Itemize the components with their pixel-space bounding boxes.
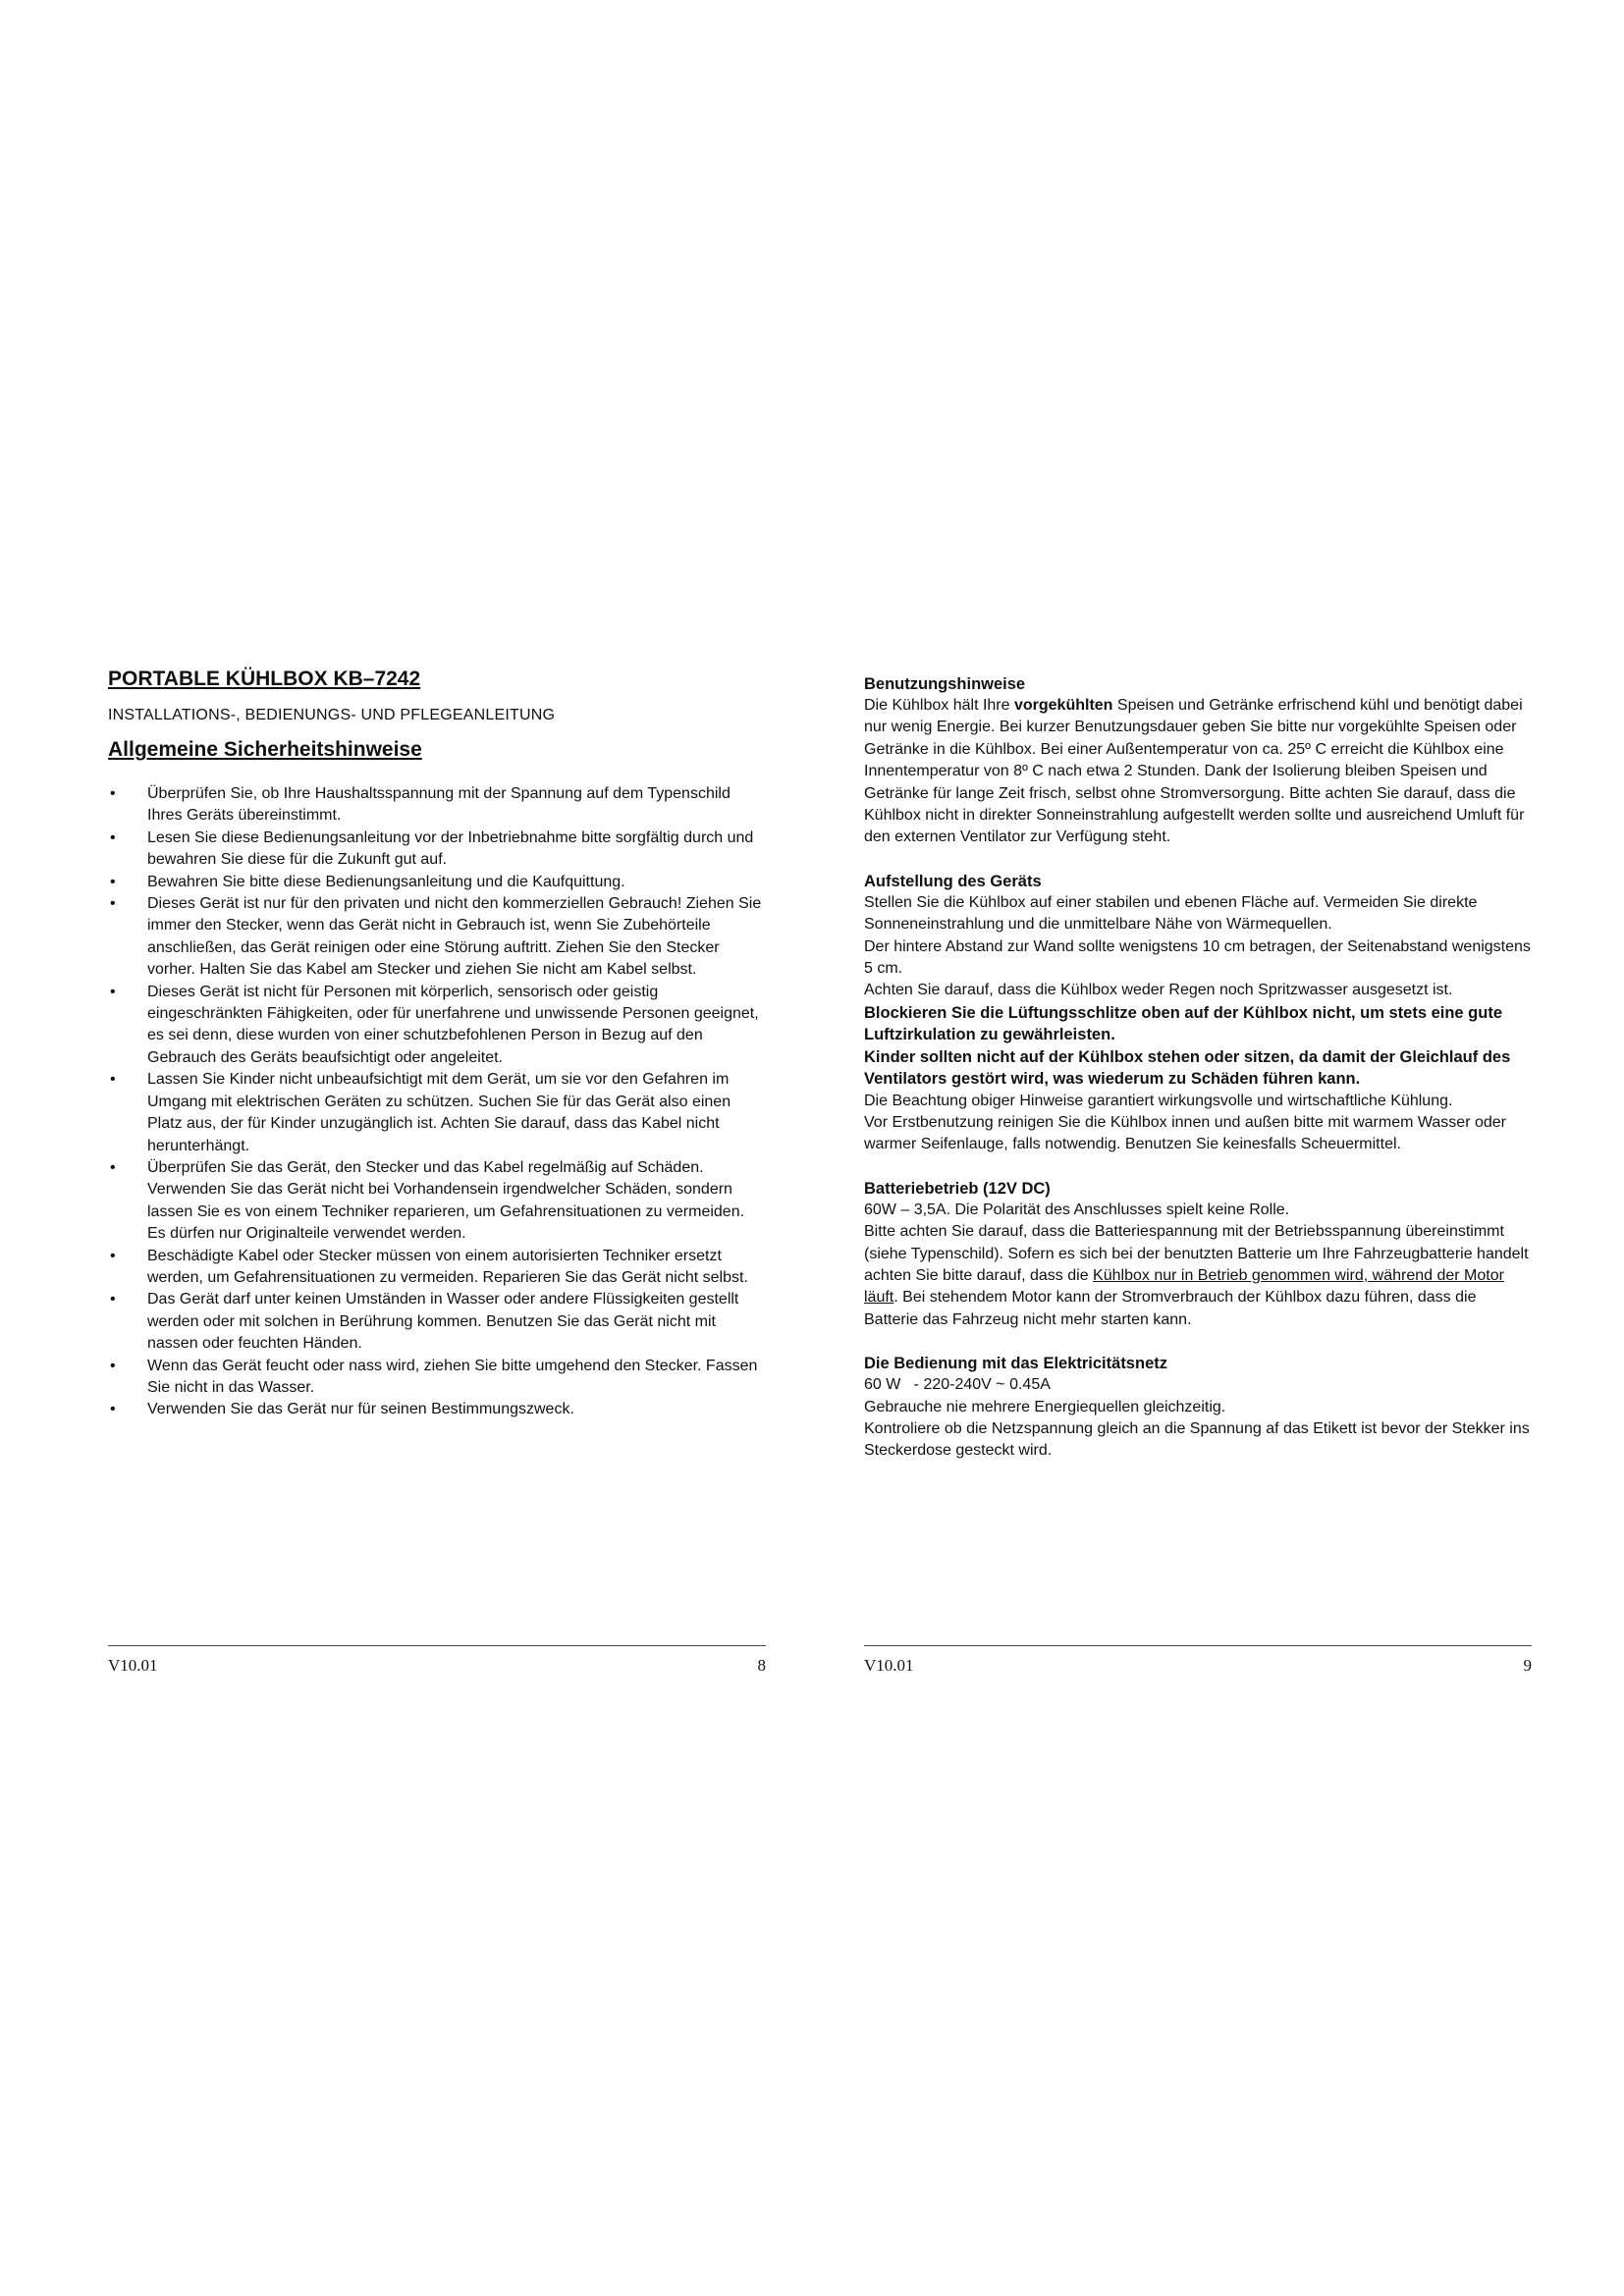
version-label: V10.01 xyxy=(108,1656,158,1675)
usage-emphasis: vorgekühlten xyxy=(1013,697,1113,714)
page-number: 9 xyxy=(1523,1656,1532,1675)
battery-section xyxy=(864,1178,1532,1331)
list-item: • Beschädigte Kabel oder Stecker müssen von einem autorisierten Techniker ersetzt werden, um Gefahrensituationen zu vermeiden. Reparieren Sie das Gerät nicht selbst. xyxy=(110,1247,748,1286)
page-subtitle: INSTALLATIONS-, BEDIENUNGS- UND PFLEGEANLEITUNG xyxy=(108,707,556,723)
mains-title: Die Bedienung mit das Elektricitätsnetz xyxy=(864,1355,1167,1373)
list-item: • Lassen Sie Kinder nicht unbeaufsichtigt mit dem Gerät, um sie vor den Gefahren im Umgang mit elektrischen Geräten zu schützen. Suchen Sie für das Gerät also einen Platz aus, der für Kinder unzugänglich ist. Achten Sie darauf, dass das Kabel nicht herunterhängt. xyxy=(110,1071,731,1154)
setup-paragraph: Vor Erstbenutzung reinigen Sie die Kühlbox innen und außen bitte mit warmem Wasser oder warmer Seifenlauge, falls notwendig. Benutzen Sie keinesfalls Scheuermittel. xyxy=(864,1113,1506,1153)
setup-paragraph: Die Beachtung obiger Hinweise garantiert wirkungsvolle und wirtschaftliche Kühlung. xyxy=(864,1092,1453,1109)
battery-paragraph: Bitte achten Sie darauf, dass die Batteriespannung mit der Betriebsspannung übereinstimmt (siehe Typenschild). Sofern es sich bei der benutzten Batterie um Ihre Fahrzeugbatterie handelt achten Sie bitte darauf, dass die Kühlbox nur in Betrieb genommen wird, während der Motor läuft. Bei stehendem Motor kann der Stromverbrauch der Kühlbox dazu führen, dass die Batterie das Fahrzeug nicht mehr starten kann. xyxy=(864,1223,1529,1328)
bullet-icon: • xyxy=(110,1247,116,1264)
setup-paragraph: Stellen Sie die Kühlbox auf einer stabilen und ebenen Fläche auf. Vermeiden Sie direkte Sonneneinstrahlung und die unmittelbare Nähe von Wärmequellen. xyxy=(864,893,1478,934)
left-page xyxy=(108,0,766,2296)
setup-warning: Kinder sollten nicht auf der Kühlbox stehen oder sitzen, da damit der Gleichlauf des Ventilators gestört wird, was wiederum zu Schäden führen kann. xyxy=(864,1047,1511,1089)
usage-section xyxy=(864,673,1532,849)
safety-section-title: Allgemeine Sicherheitshinweise xyxy=(108,738,422,761)
right-page xyxy=(864,0,1532,2296)
mains-paragraph: Gebrauche nie mehrere Energiequellen gleichzeitig. xyxy=(864,1398,1226,1415)
list-item: • Verwenden Sie das Gerät nur für seinen Bestimmungszweck. xyxy=(108,1399,766,1420)
battery-title: Batteriebetrieb (12V DC) xyxy=(864,1179,1051,1198)
usage-title: Benutzungshinweise xyxy=(864,675,1026,693)
list-item: • Überprüfen Sie, ob Ihre Haushaltsspannung mit der Spannung auf dem Typenschild Ihres Geräts übereinstimmt. xyxy=(110,785,731,825)
bullet-icon: • xyxy=(110,1401,116,1418)
mains-section xyxy=(864,1353,1532,1463)
setup-paragraph: Der hintere Abstand zur Wand sollte wenigstens 10 cm betragen, der Seitenabstand wenigstens 5 cm. xyxy=(864,937,1531,978)
setup-title: Aufstellung des Geräts xyxy=(864,872,1042,890)
right-page-content xyxy=(864,673,1532,1484)
list-item: • Überprüfen Sie das Gerät, den Stecker und das Kabel regelmäßig auf Schäden. Verwenden Sie das Gerät nicht bei Vorhandensein irgendwelcher Schäden, sondern lassen Sie es von einem Techniker reparieren, um Gefahrensituationen zu vermeiden. Es dürfen nur Originalteile verwendet werden. xyxy=(110,1158,745,1243)
bullet-icon: • xyxy=(110,1071,116,1089)
list-item: • Das Gerät darf unter keinen Umständen in Wasser oder andere Flüssigkeiten gestellt werden oder mit solchen in Berührung kommen. Benutzen Sie das Gerät nicht mit nassen oder feuchten Händen. xyxy=(110,1291,739,1353)
battery-underlined-note: Kühlbox nur in Betrieb genommen wird, während der Motor läuft xyxy=(864,1266,1504,1307)
safety-list xyxy=(108,783,766,1421)
list-item: • Bewahren Sie bitte diese Bedienungsanleitung und die Kaufquittung. xyxy=(108,872,766,893)
usage-text: Die Kühlbox hält Ihre vorgekühlten Speisen und Getränke erfrischend kühl und benötigt dabei nur wenig Energie. Bei kurzer Benutzungsdauer geben Sie bitte nur vorgekühlte Speisen oder Getränke in die Kühlbox. Bei einer Außentemperatur von ca. 25º C erreicht die Kühlbox eine Innentemperatur von 8º C nach etwa 2 Stunden. Dank der Isolierung bleiben Speisen und Getränke für lange Zeit frisch, selbst ohne Stromversorgung. Bitte achten Sie darauf, dass die Kühlbox nicht in direkter Sonneinstrahlung aufgestellt werden sollte und ausreichend Umluft für den externen Ventilator zur Verfügung steht. xyxy=(864,697,1525,846)
bullet-icon: • xyxy=(110,873,116,890)
right-page-footer xyxy=(864,1645,1532,1675)
bullet-icon: • xyxy=(110,785,116,802)
page-number: 8 xyxy=(757,1656,766,1675)
bullet-icon: • xyxy=(110,1158,116,1176)
page-title: PORTABLE KÜHLBOX KB–7242 xyxy=(108,667,421,690)
bullet-icon: • xyxy=(110,1291,116,1308)
bullet-icon: • xyxy=(110,828,116,846)
list-item: • Lesen Sie diese Bedienungsanleitung vor der Inbetriebnahme bitte sorgfältig durch und bewahren Sie diese für die Zukunft gut auf. xyxy=(110,828,754,869)
list-item: • Dieses Gerät ist nicht für Personen mit körperlich, sensorisch oder geistig eingeschränkten Fähigkeiten, oder für unerfahrene und unwissende Personen geeignet, es sei denn, diese wurden von einer schutzbefohlenen Person in Bezug auf den Gebrauch des Geräts beaufsichtigt oder angeleitet. xyxy=(110,983,759,1066)
bullet-icon: • xyxy=(110,1357,116,1374)
version-label: V10.01 xyxy=(864,1656,914,1675)
list-item: • Wenn das Gerät feucht oder nass wird, ziehen Sie bitte umgehend den Stecker. Fassen Sie nicht in das Wasser. xyxy=(110,1357,758,1396)
setup-warning: Blockieren Sie die Lüftungsschlitze oben auf der Kühlbox nicht, um stets eine gute Luftzirkulation zu gewährleisten. xyxy=(864,1003,1503,1044)
left-page-content xyxy=(108,667,766,1421)
setup-paragraph: Achten Sie darauf, dass die Kühlbox weder Regen noch Spritzwasser ausgesetzt ist. xyxy=(864,982,1453,999)
bullet-icon: • xyxy=(110,895,116,913)
bullet-icon: • xyxy=(110,983,116,1000)
setup-section xyxy=(864,871,1532,1156)
mains-paragraph: Kontroliere ob die Netzspannung gleich an die Spannung af das Etikett ist bevor der Stekker ins Steckerdose gesteckt wird. xyxy=(864,1419,1530,1460)
battery-paragraph: 60W – 3,5A. Die Polarität des Anschlusses spielt keine Rolle. xyxy=(864,1201,1290,1218)
list-item: • Dieses Gerät ist nur für den privaten und nicht den kommerziellen Gebrauch! Ziehen Sie immer den Stecker, wenn das Gerät nicht in Gebrauch ist, wenn Sie Zubehörteile anschließen, das Gerät reinigen oder eine Störung auftritt. Ziehen Sie den Stecker vorher. Halten Sie das Kabel am Stecker und ziehen Sie nicht am Kabel selbst. xyxy=(110,895,762,979)
mains-spec: 60 W - 220-240V ~ 0.45A xyxy=(864,1376,1051,1394)
left-page-footer xyxy=(108,1645,766,1675)
